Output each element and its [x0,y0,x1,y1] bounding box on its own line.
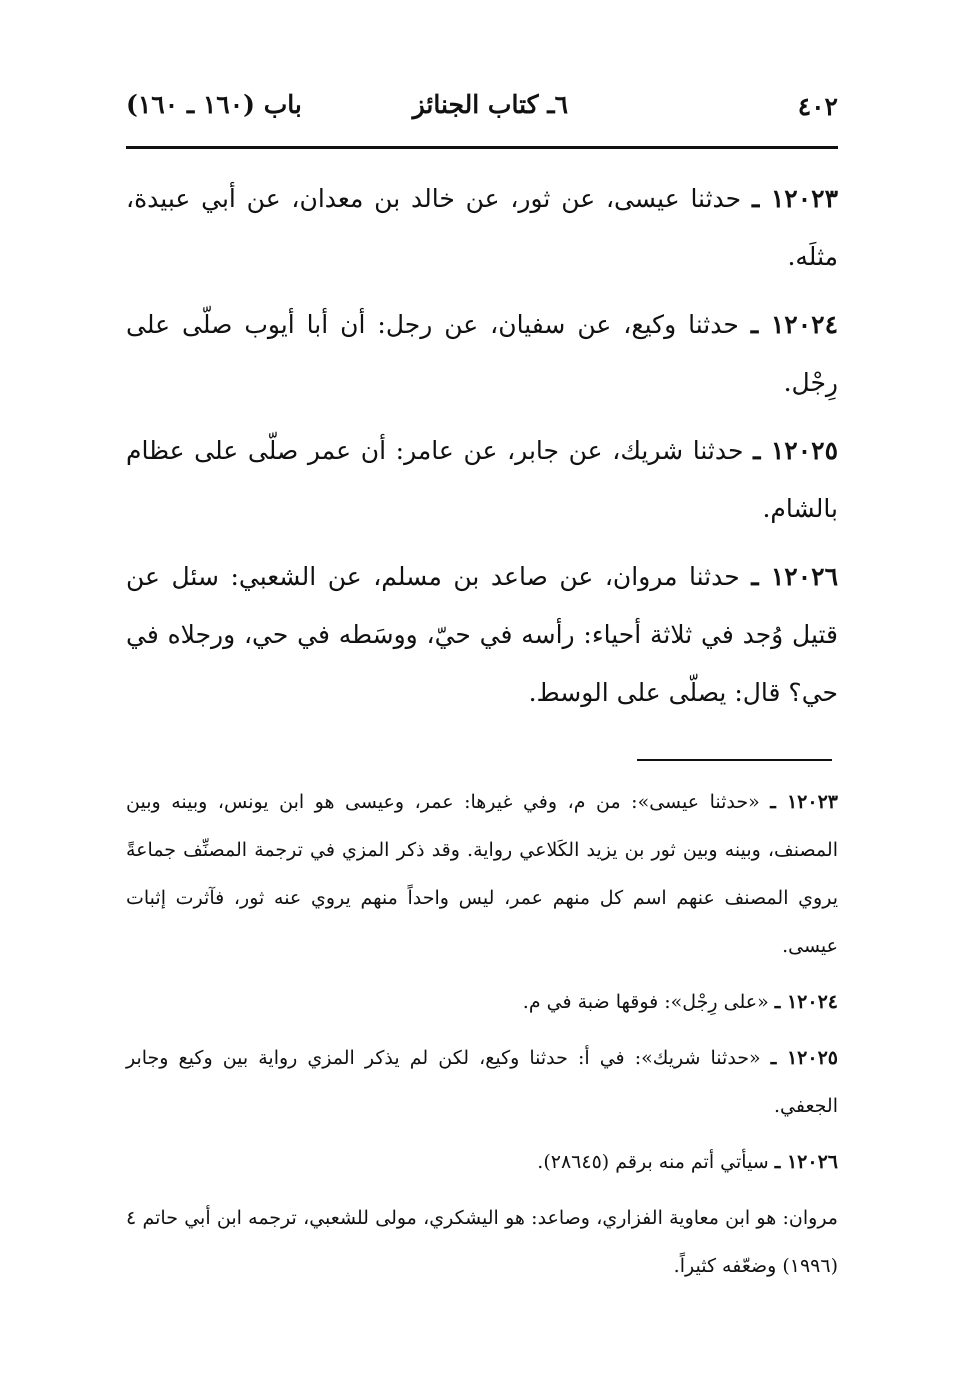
hadith-text: حدثنا عيسى، عن ثور، عن خالد بن معدان، عن أبي عبيدة، مثلَه. [126,184,838,271]
main-text [126,170,838,732]
hadith-number: ١٢٠٢٥ ـ [753,436,839,465]
footnote-divider [637,759,832,761]
hadith-text: حدثنا وكيع، عن سفيان، عن رجل: أن أبا أيوب صلّى على رِجْل. [126,310,838,397]
header-divider [126,146,838,149]
footnote-text: «حدثنا شريك»: في أ: حدثنا وكيع، لكن لم يذكر المزي رواية بين وكيع وجابر الجعفي. [126,1047,838,1117]
hadith-number: ١٢٠٢٦ ـ [751,562,839,591]
footnote-number: ١٢٠٢٤ ـ [774,991,838,1013]
footnote-text: سيأتي أتم منه برقم (٢٨٦٤٥). [537,1151,769,1173]
hadith-paragraph [126,422,838,538]
hadith-text: حدثنا مروان، عن صاعد بن مسلم، عن الشعبي: سئل عن قتيل وُجد في ثلاثة أحياء: رأسه في حيّ، ووسَطه في حي، ورجلاه في حي؟ قال: يصلّى على الوسط. [126,562,838,707]
footnote-number: ١٢٠٢٦ ـ [774,1151,838,1173]
footnote [126,978,838,1026]
footnote-text: «على رِجْل»: فوقها ضبة في م. [522,991,769,1013]
hadith-number: ١٢٠٢٣ ـ [751,184,839,213]
footnote [126,1034,838,1130]
footnotes [126,778,838,1298]
hadith-paragraph [126,296,838,412]
hadith-text: حدثنا شريك، عن جابر، عن عامر: أن عمر صلّى على عظام بالشام. [126,436,838,523]
hadith-paragraph [126,170,838,286]
footnote-number: ١٢٠٢٣ ـ [770,791,838,813]
chapter-title: ٦ـ كتاب الجنائز [412,90,568,119]
footnote [126,778,838,970]
footnote [126,1138,838,1186]
footnote-text: مروان: هو ابن معاوية الفزاري، وصاعد: هو اليشكري، مولى للشعبي، ترجمه ابن أبي حاتم ٤ (١٩٩٦) وضعّفه كثيراً. [126,1207,838,1277]
hadith-paragraph [126,548,838,722]
section-title: باب (١٦٠ ـ ١٦٠) [126,90,302,119]
page-header [126,88,838,128]
hadith-number: ١٢٠٢٤ ـ [750,310,839,339]
footnote-number: ١٢٠٢٥ ـ [770,1047,838,1069]
page-number: ٤٠٢ [797,92,838,121]
footnote-text: «حدثنا عيسى»: من م، وفي غيرها: عمر، وعيسى هو ابن يونس، وبينه وبين المصنف، وبينه وبين ثور بن يزيد الكَلاعي رواية. وقد ذكر المزي في ترجمة المصنِّف جماعةً يروي المصنف عنهم اسم كل منهم عمر، ليس واحداً منهم يروي عنه ثور، فآثرت إثبات عيسى. [126,791,838,957]
footnote [126,1194,838,1290]
